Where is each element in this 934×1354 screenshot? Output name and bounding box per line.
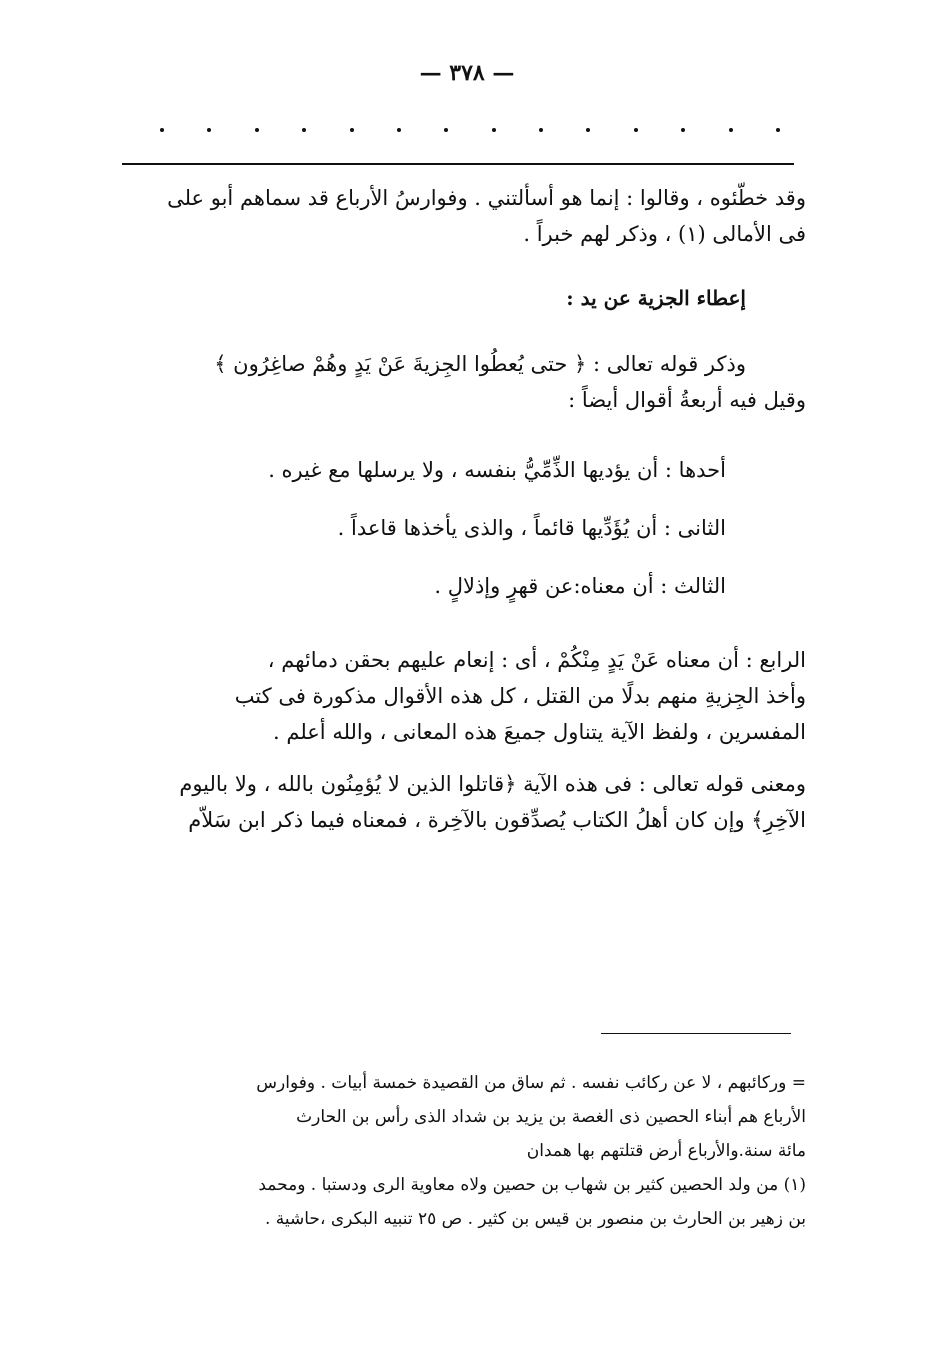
text-line: الآخِرِ﴾ وإن كان أهلُ الكتاب يُصدِّقون بالآخِرة ، فمعناه فيما ذكر ابن سَلاّم (188, 808, 806, 832)
dot (634, 128, 638, 132)
footnote-line: (١) من ولد الحصين كثير بن شهاب بن حصين ولاه معاوية الرى ودستبا . ومحمد (258, 1175, 806, 1195)
dot (207, 128, 211, 132)
text-line: وقد خطّئوه ، وقالوا : إنما هو أسألتني . وفوارسُ الأرباع قد سماهم أبو على (167, 186, 806, 210)
footnotes (130, 1066, 806, 1236)
text-line: وأخذ الجِزيةِ منهم بدلًا من القتل ، كل هذه الأقوال مذكورة فى كتب (234, 684, 806, 708)
footnote-line: مائة سنة.والأرباع أرض قتلتهم بها همدان (526, 1141, 806, 1161)
dot (397, 128, 401, 132)
text-line: الرابع : أن معناه عَنْ يَدٍ مِنْكُمْ ، أى : إنعام عليهم بحقن دمائهم ، (267, 648, 806, 672)
list-item: الثانى : أن يُؤَدِّيها قائماً ، والذى يأخذها قاعداً . (337, 516, 726, 540)
footnote-line: = وركائبهم ، لا عن ركائب نفسه . ثم ساق من القصيدة خمسة أبيات . وفوارس (256, 1073, 806, 1093)
main-text (130, 180, 806, 838)
dot (444, 128, 448, 132)
footnote-line: بن زهير بن الحارث بن منصور بن قيس بن كثير . ص ٢٥ تنبيه البكرى ،حاشية . (264, 1209, 806, 1229)
footnote-rule (601, 1033, 791, 1034)
dot (350, 128, 354, 132)
dot (586, 128, 590, 132)
section-heading: إعطاء الجزية عن يد : (566, 286, 746, 310)
dot (729, 128, 733, 132)
text-line: وقيل فيه أربعةُ أقوال أيضاً : (568, 388, 806, 412)
dot (539, 128, 543, 132)
dot (776, 128, 780, 132)
page-number: — ٣٧٨ — (419, 60, 515, 86)
paragraph-3 (130, 642, 806, 750)
paragraph-4 (130, 766, 806, 838)
header-rule (122, 163, 794, 165)
text-line: وذكر قوله تعالى : ﴿ حتى يُعطُوا الجِزيةَ عَنْ يَدٍ وهُمْ صاغِرُون ﴾ (214, 352, 746, 376)
text-line: المفسرين ، ولفظ الآية يتناول جميعَ هذه المعانى ، والله أعلم . (273, 720, 806, 744)
text-line: ومعنى قوله تعالى : فى هذه الآية ﴿قاتلوا الذين لا يُؤمِنُون بالله ، ولا باليوم (179, 772, 806, 796)
footnote-line: الأرباع هم أبناء الحصين ذى الغصة بن يزيد بن شداد الذى رأس بن الحارث (296, 1107, 806, 1127)
dot (160, 128, 164, 132)
text-line: فى الأمالى (١) ، وذكر لهم خبراً . (523, 222, 806, 246)
paragraph-1 (130, 180, 806, 252)
list-item: الثالث : أن معناه:عن قهرٍ وإذلالٍ . (434, 574, 726, 598)
dot (492, 128, 496, 132)
dot (255, 128, 259, 132)
dot (681, 128, 685, 132)
paragraph-2 (130, 346, 806, 418)
list-item: أحدها : أن يؤديها الذِّمِّيُّ بنفسه ، ولا يرسلها مع غيره . (268, 458, 726, 482)
dot (302, 128, 306, 132)
opinions-list (130, 452, 806, 604)
ornament-dots (160, 128, 780, 132)
